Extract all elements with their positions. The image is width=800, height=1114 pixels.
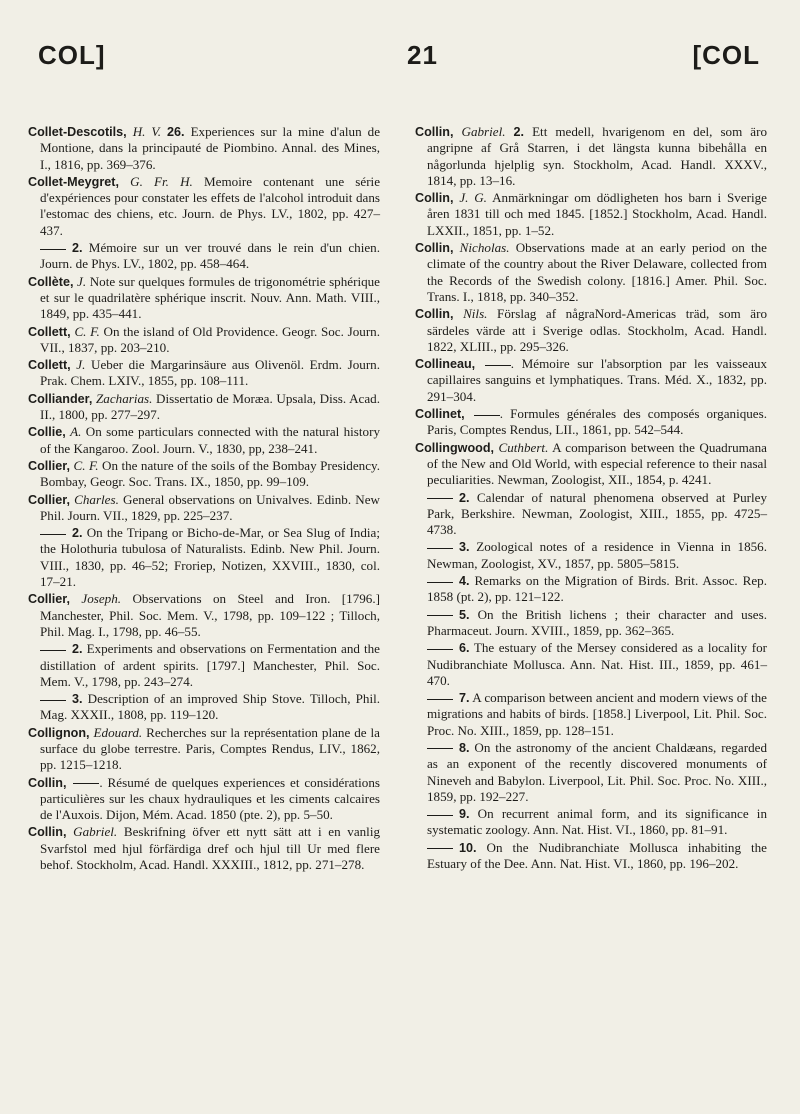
ditto-dash (485, 365, 511, 366)
entry-text: On the nature of the soils of the Bombay Presidency. Bombay, Geogr. Soc. Trans. IX., 1850, pp. 99–109. (40, 457, 380, 490)
entry-text: Förslag af någraNord-Americas träd, som äro särdeles värde att i Sverige odlas. Stockholm, Acad. Handl. 1822, XLIII., pp. 295–326. (427, 306, 768, 354)
entry-surname: Collignon, (28, 725, 90, 740)
bibliography-entry (415, 573, 767, 606)
entry-text: Mémoire sur un ver trouvé dans le rein d'un chien. Journ. de Phys. LV., 1802, pp. 458–464. (40, 240, 380, 272)
entry-text: General observations on Univalves. Edinb. New Phil. Journ. VII., 1829, pp. 225–237. (40, 491, 380, 523)
entry-number: 8. (459, 740, 470, 755)
entry-surname: Collet-Descotils, (28, 125, 127, 139)
entry-surname: Collin, (415, 125, 454, 139)
entry-given-name: Charles. (74, 491, 119, 507)
entry-number: 7. (459, 691, 470, 706)
entry-text: Memoire contenant une série d'expériences pour constater les effets de l'alcohol introduit dans l'estomac des chiens, etc. Journ. de Phys. LV., 1802, pp. 427–437. (40, 173, 381, 238)
entry-given-name: Joseph. (81, 591, 122, 607)
entry-surname: Collier, (28, 592, 70, 607)
bibliography-entry (415, 490, 767, 539)
bibliography-entry (28, 357, 380, 390)
entry-number: 6. (459, 641, 470, 656)
entry-given-name: C. F. (73, 457, 99, 473)
entry-given-name: Cuthbert. (498, 439, 549, 455)
bibliography-entry (415, 190, 767, 239)
entry-number: 2. (72, 526, 83, 541)
entry-surname: Collett, (28, 358, 71, 373)
header-left: COL] (38, 40, 106, 70)
bibliography-entry (415, 806, 767, 839)
ditto-dash (427, 582, 453, 583)
entry-text: . Mémoire sur l'absorption par les vaisseaux capillaires sanguins et lymphatiques. Trans. Méd. X., 1832, pp. 291–304. (427, 356, 767, 404)
entry-given-name: Zacharias. (96, 390, 153, 406)
bibliography-entry (415, 539, 767, 572)
entry-text: Ueber die Margarinsäure aus Olivenöl. Erdm. Journ. Prak. Chem. LXIV., 1855, pp. 108–111. (40, 357, 380, 389)
entry-text: A comparison between the Quadrumana of the New and Old World, with especial reference to their nasal peculiarities. Newman, Zoologist, XII., 1854, p. 4241. (427, 439, 767, 488)
entry-given-name: C. F. (74, 323, 100, 339)
bibliography-entry (28, 691, 380, 724)
ditto-dash (427, 615, 453, 616)
ditto-dash (40, 534, 66, 535)
entry-number: 2. (72, 642, 83, 657)
entry-text: Experiments and observations on Fermentation and the distillation of ardent spirits. [1797.] Manchester, Phil. Soc. Mem. V., 1798, pp. 243–274. (40, 641, 380, 689)
entry-text: The estuary of the Mersey considered as a locality for Nudibranchiate Mollusca. Ann. Nat. Hist. III., 1859, pp. 461–470. (427, 640, 767, 688)
entry-text: Experiences sur la mine d'alun de Montione, dans la principauté de Piombino. Annal. des Mines, I., 1816, pp. 369–376. (40, 124, 381, 172)
left-column (28, 124, 380, 874)
ditto-dash (427, 649, 453, 650)
entry-text: Zoological notes of a residence in Vienna in 1856. Newman, Zoologist, XV., 1857, pp. 5805–5815. (427, 539, 767, 571)
entry-text: Note sur quelques formules de trigonométrie sphérique et sur le quadrilatère sphérique inscrit. Nouv. Ann. Math. VIII., 1849, pp. 435–441. (40, 273, 380, 322)
entry-text: Calendar of natural phenomena observed at Purley Park, Berkshire. Newman, Zoologist, XIII., 1855, pp. 4725–4738. (427, 489, 767, 538)
bibliography-entry (28, 240, 380, 273)
ditto-dash (427, 498, 453, 499)
entry-number: 9. (459, 807, 470, 822)
entry-surname: Collin, (415, 191, 454, 206)
ditto-dash (427, 748, 453, 749)
entry-surname: Collingwood, (415, 440, 495, 455)
entry-surname: Colliander, (28, 391, 93, 406)
bibliography-entry (28, 824, 380, 873)
bibliography-entry (415, 440, 767, 489)
bibliography-entry (415, 124, 767, 189)
bibliography-entry (28, 274, 380, 323)
entry-number: 2. (72, 241, 83, 256)
ditto-dash (40, 650, 66, 651)
entry-text: On the Nudibranchiate Mollusca inhabiting the Estuary of the Dee. Ann. Nat. Hist. VI., 1860, pp. 196–202. (427, 839, 767, 872)
entry-text: Remarks on the Migration of Birds. Brit. Assoc. Rep. 1858 (pt. 2), pp. 121–122. (427, 573, 767, 605)
bibliography-entry (28, 124, 380, 173)
right-column (415, 124, 767, 873)
entry-given-name: Edouard. (93, 724, 143, 740)
bibliography-entry (415, 240, 767, 305)
entry-text: On some particulars connected with the natural history of the Kangaroo. Zool. Journ. V., 1830, pp, 238–241. (40, 424, 380, 456)
bibliography-entry (28, 324, 380, 357)
entry-text: On recurrent animal form, and its significance in systematic zoology. Ann. Nat. Hist. VI., 1860, pp. 81–91. (427, 806, 767, 838)
bibliography-entry (28, 424, 380, 457)
entry-text: On the astronomy of the ancient Chaldæans, regarded as an exponent of the recently discovered monuments of Nineveh and Babylon. Liverpool, Lit. Phil. Soc. Proc. No. XIII., 1859, pp. 192–227. (427, 739, 767, 804)
ditto-dash (427, 848, 453, 849)
entry-text: On the island of Old Providence. Geogr. Soc. Journ. VII., 1837, pp. 203–210. (40, 323, 381, 355)
ditto-dash (474, 415, 500, 416)
entry-given-name: H. V. (132, 124, 162, 139)
entry-given-name: J. G. (459, 190, 487, 206)
bibliography-entry (415, 406, 767, 439)
bibliography-entry (415, 607, 767, 640)
entry-given-name: Gabriel. (461, 124, 506, 139)
bibliography-entry (415, 840, 767, 873)
entry-number: 4. (459, 574, 470, 589)
page-number: 21 (407, 40, 438, 70)
ditto-dash (40, 249, 66, 250)
ditto-dash (427, 548, 453, 549)
bibliography-entry (415, 356, 767, 405)
entry-text: Anmärkningar om dödligheten hos barn i Sverige åren 1831 till och med 1845. [1852.] Stockholm, Acad. Handl. LXXII., 1851, pp. 1–52. (427, 190, 767, 238)
bibliography-entry (28, 458, 380, 491)
entry-surname: Collier, (28, 492, 70, 507)
bibliography-entry (28, 725, 380, 774)
entry-surname: Collet-Meygret, (28, 174, 119, 189)
entry-surname: Collineau, (415, 357, 476, 372)
entry-text: Ett medell, hvarigenom en del, som äro angripne af Grå Starren, i det längsta kunna bibehålla en någorlunda hjelplig syn. Stockholm, Acad. Handl. XXXV., 1814, pp. 13–16. (427, 124, 767, 188)
entry-surname: Collinet, (415, 407, 465, 422)
entry-surname: Collier, (28, 458, 70, 473)
ditto-dash (427, 699, 453, 700)
entry-number: 26. (167, 125, 185, 139)
bibliography-entry (28, 641, 380, 690)
entry-surname: Collin, (28, 825, 67, 840)
entry-text: On the Tripang or Bicho-de-Mar, or Sea Slug of India; the Holothuria tubulosa of Naturalists. Edinb. New Phil. Journ. VIII., 1830, pp. 46–52; Froriep, Notizen, XXVIII., 1830, col. 17–21. (40, 525, 380, 590)
bibliography-entry (415, 690, 767, 739)
page-header (38, 40, 760, 72)
entry-text: On the British lichens ; their character and uses. Pharmaceut. Journ. XVIII., 1859, pp. 362–365. (427, 606, 767, 638)
bibliography-entry (415, 640, 767, 689)
bibliography-entry (28, 775, 380, 824)
entry-surname: Collett, (28, 324, 71, 339)
entry-given-name: G. Fr. H. (130, 173, 193, 189)
bibliography-entry (28, 525, 380, 590)
entry-given-name: Nils. (463, 306, 488, 322)
entry-given-name: J. (77, 273, 87, 289)
entry-text: . Formules générales des composés organiques. Paris, Comptes Rendus, LII., 1861, pp. 542–544. (427, 406, 767, 438)
entry-surname: Collin, (28, 775, 67, 790)
bibliography-entry (28, 391, 380, 424)
entry-surname: Collie, (28, 425, 66, 440)
entry-given-name: J. (76, 357, 86, 373)
entry-given-name: A. (70, 424, 82, 440)
entry-number: 5. (459, 607, 470, 622)
entry-surname: Collin, (415, 241, 454, 256)
entry-number: 2. (459, 490, 470, 505)
bibliography-entry (28, 492, 380, 525)
entry-number: 2. (513, 125, 525, 139)
entry-given-name: Nicholas. (459, 240, 510, 256)
bibliography-entry (28, 174, 380, 239)
entry-number: 3. (459, 540, 470, 555)
entry-surname: Collin, (415, 307, 454, 322)
bibliography-entry (415, 740, 767, 805)
ditto-dash (427, 815, 453, 816)
entry-text: Description of an improved Ship Stove. Tilloch, Phil. Mag. XXXII., 1808, pp. 119–120. (40, 691, 380, 723)
entry-text: Observations made at an early period on the climate of the country about the River Delaware, collected from the Records of the Swedish colony. [1816.] Amer. Phil. Soc. Trans. I., 1818, pp. 340–352. (427, 240, 767, 304)
entry-number: 3. (72, 692, 83, 707)
bibliography-entry (415, 306, 767, 355)
header-right: [COL (692, 40, 760, 70)
bibliography-entry (28, 591, 380, 640)
entry-text: Recherches sur la représentation plane de la surface du globe terrestre. Paris, Comptes Rendus, LIV., 1862, pp. 1215–1218. (40, 724, 380, 773)
entry-text: Dissertatio de Moræa. Upsala, Diss. Acad. II., 1800, pp. 277–297. (40, 390, 380, 423)
entry-text: Observations on Steel and Iron. [1796.] Manchester, Phil. Soc. Mem. V., 1798, pp. 109–122 ; Tilloch, Phil. Mag. I., 1798, pp. 46–55. (40, 591, 380, 639)
entry-number: 10. (459, 840, 477, 855)
entry-text: . Résumé de quelques experiences et considérations particulières sur les chaux hydrauliques et les ciments calcaires de l'Auxois. Dijon, Mém. Acad. 1850 (pte. 2), pp. 5–50. (40, 774, 380, 823)
entry-text: A comparison between ancient and modern views of the migrations and habits of birds. [1858.] Liverpool, Lit. Phil. Soc. Proc. No. XIII., 1859, pp. 128–151. (427, 690, 767, 738)
entry-text: Beskrifning öfver ett nytt sätt att i en vanlig Svarfstol med hjul förfärdiga dref och hjul till Ur med flere behof. Stockholm, Acad. Handl. XXXIII., 1812, pp. 271–278. (40, 824, 381, 873)
entry-given-name: Gabriel. (73, 824, 118, 840)
entry-surname: Collète, (28, 274, 74, 289)
ditto-dash (40, 700, 66, 701)
ditto-dash (73, 783, 99, 784)
